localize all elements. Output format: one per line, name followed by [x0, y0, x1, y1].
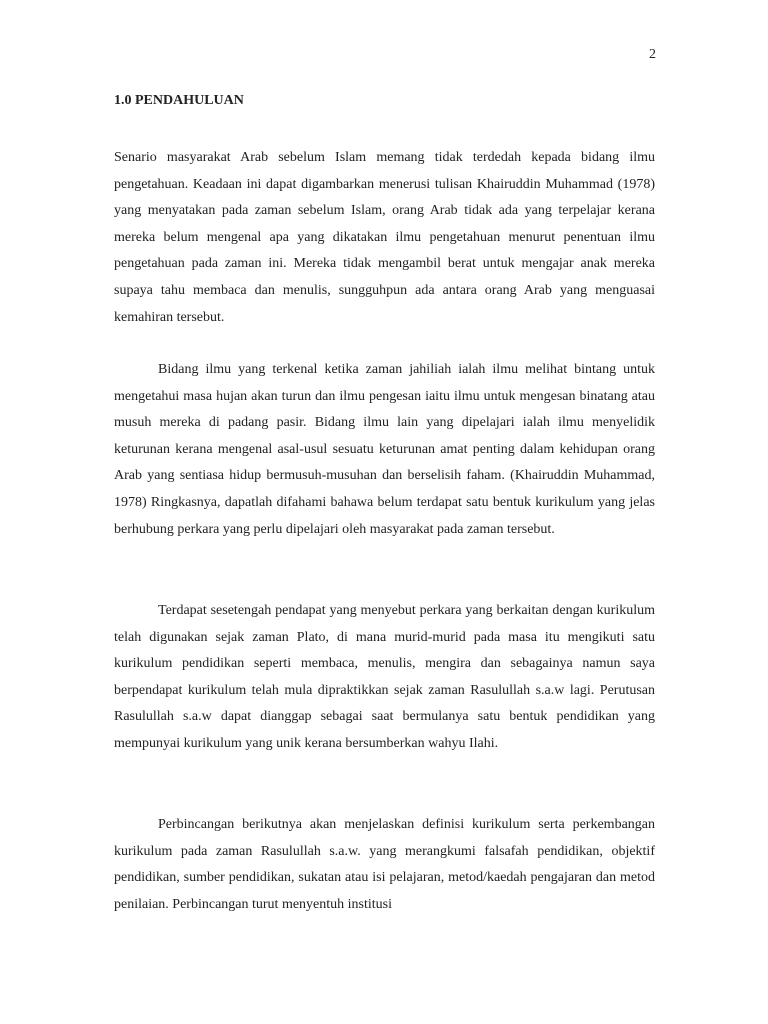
paragraph-4: Perbincangan berikutnya akan menjelaskan definisi kurikulum serta perkembangan kurikulum pada zaman Rasulullah s.a.w. yang merangkumi falsafah pendidikan, objektif pendidikan, sumber pendidikan, sukatan atau isi pelajaran, metod/kaedah pengajaran dan metod penilaian. Perbincangan turut menyentuh institusi — [114, 817, 655, 912]
paragraph-1: Senario masyarakat Arab sebelum Islam memang tidak terdedah kepada bidang ilmu pengetahuan. Keadaan ini dapat digambarkan menerusi tulisan Khairuddin Muhammad (1978) yang menyatakan pada zaman sebelum Islam, orang Arab tidak ada yang terpelajar kerana mereka belum mengenal apa yang dikatakan ilmu pengetahuan menurut penentuan ilmu pengetahuan pada zaman ini. Mereka tidak mengambil berat untuk mengajar anak mereka supaya tahu membaca dan menulis, sungguhpun ada antara orang Arab yang menguasai kemahiran tersebut. — [114, 150, 655, 325]
paragraph-3: Terdapat sesetengah pendapat yang menyebut perkara yang berkaitan dengan kurikulum telah digunakan sejak zaman Plato, di mana murid-murid pada masa itu mengikuti satu kurikulum pendidikan seperti membaca, menulis, mengira dan sebagainya namun saya berpendapat kurikulum telah mula dipraktikkan sejak zaman Rasulullah s.a.w lagi. Perutusan Rasulullah s.a.w dapat dianggap sebagai saat bermulanya satu bentuk pendidikan yang mempunyai kurikulum yang unik kerana bersumberkan wahyu Ilahi. — [114, 603, 655, 751]
section-heading: 1.0 PENDAHULUAN — [114, 93, 244, 108]
paragraph-2: Bidang ilmu yang terkenal ketika zaman jahiliah ialah ilmu melihat bintang untuk mengetahui masa hujan akan turun dan ilmu pengesan iaitu ilmu untuk mengesan binatang atau musuh mereka di padang pasir. Bidang ilmu lain yang dipelajari ialah ilmu menyelidik keturunan kerana mengenal asal-usul sesuatu keturunan amat penting dalam kehidupan orang Arab yang sentiasa hidup bermusuh-musuhan dan berselisih faham. (Khairuddin Muhammad, 1978) Ringkasnya, dapatlah difahami bahawa belum terdapat satu bentuk kurikulum yang jelas berhubung perkara yang perlu dipelajari oleh masyarakat pada zaman tersebut. — [114, 362, 655, 537]
page-number: 2 — [649, 47, 656, 62]
